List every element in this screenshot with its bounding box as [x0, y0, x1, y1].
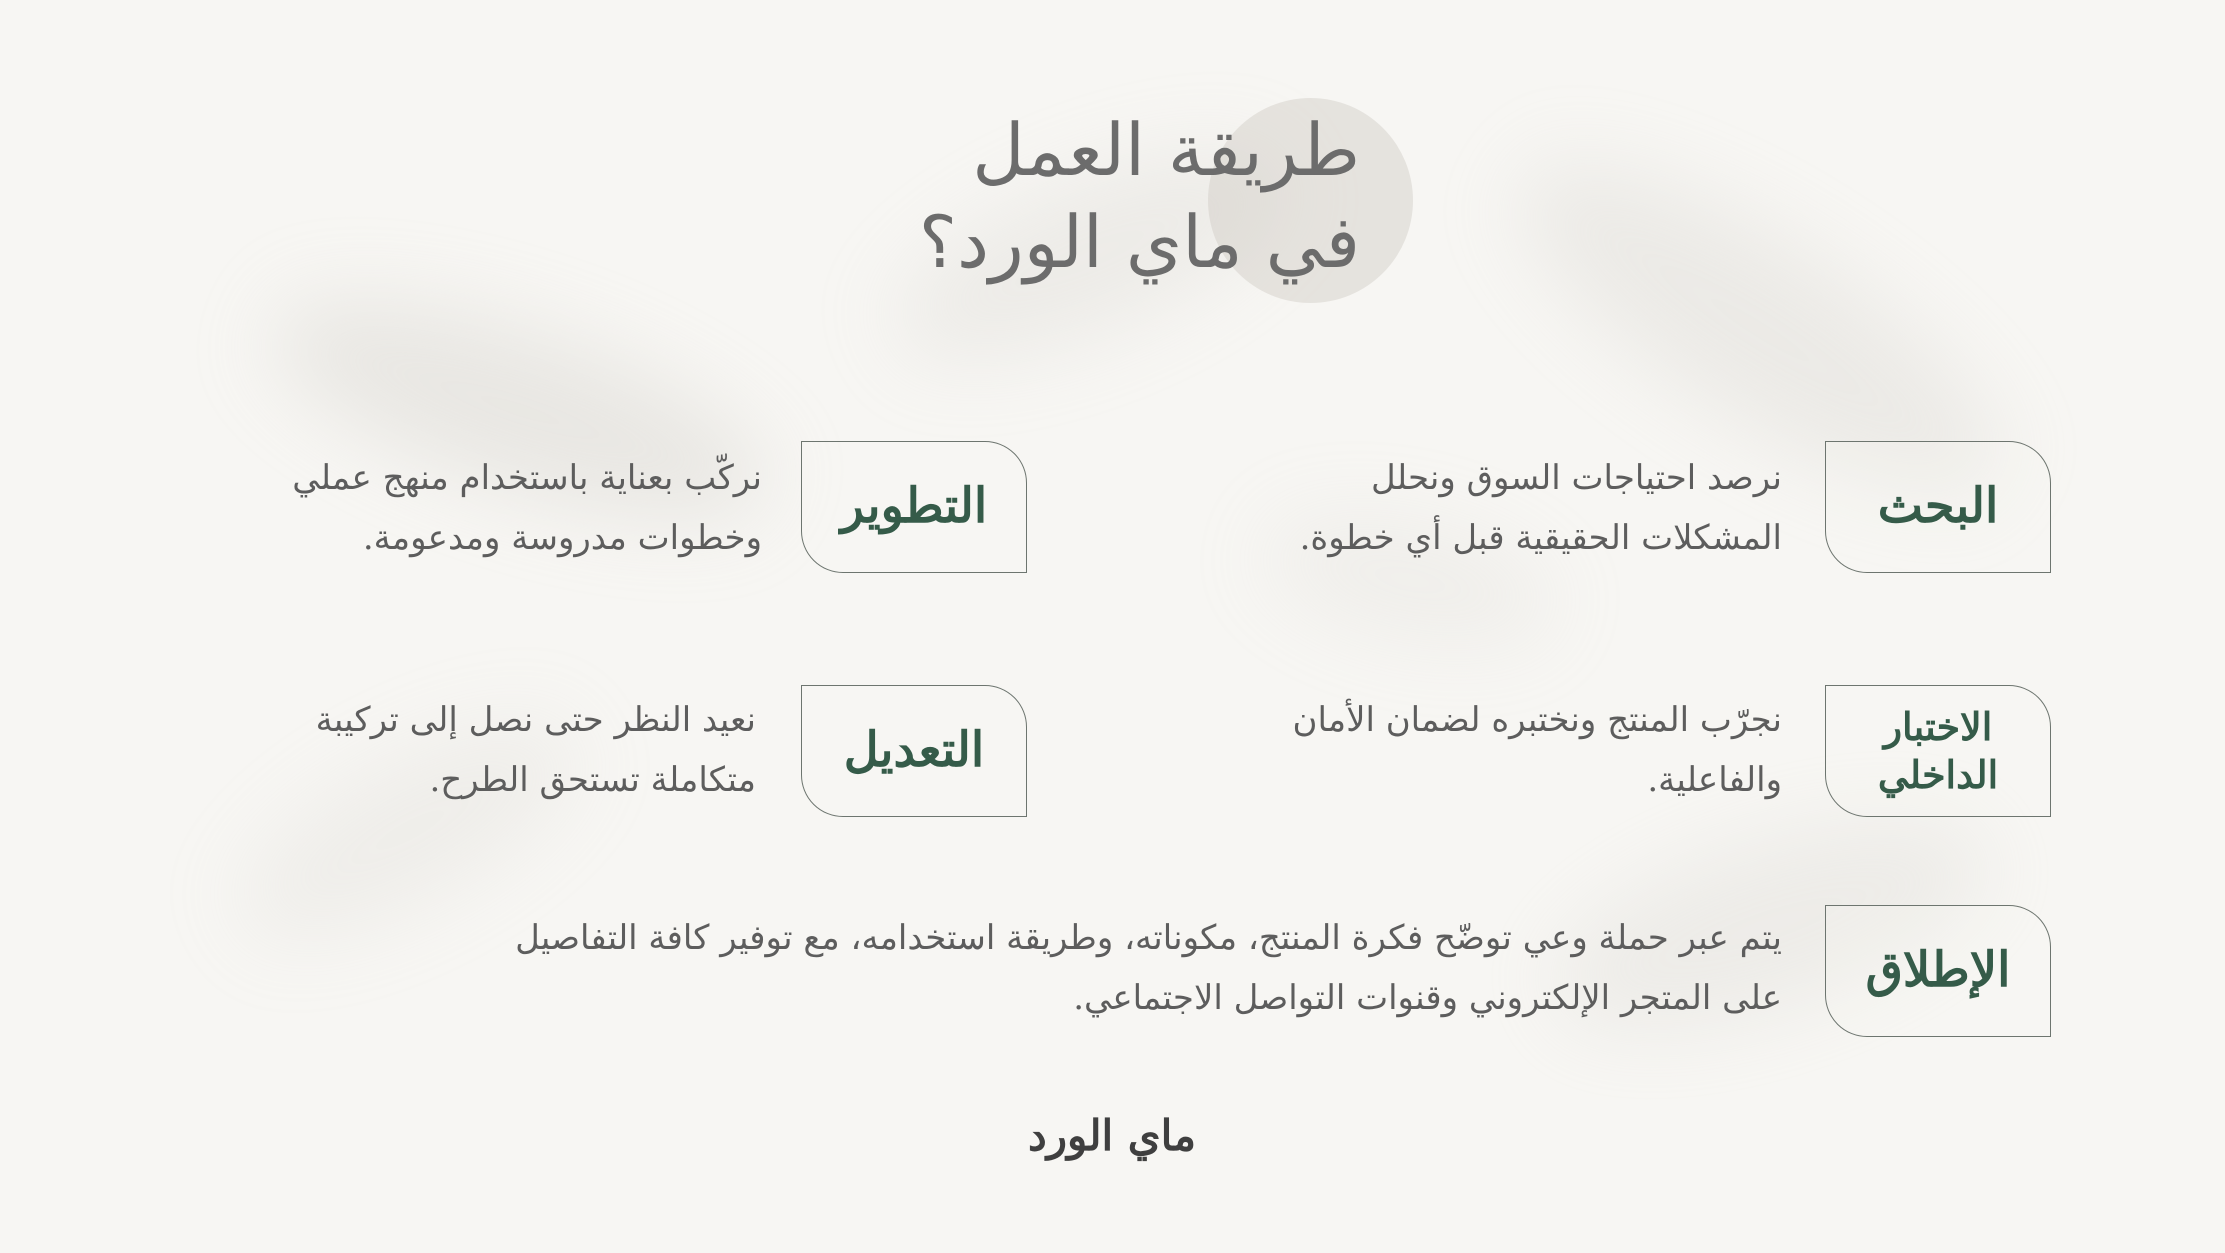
page-title [760, 104, 1360, 288]
step-research-description [1120, 448, 1782, 568]
step-development-description-line-2: وخطوات مدروسة ومدعومة. [362, 518, 762, 558]
step-launch-label: الإطلاق [1865, 942, 2011, 999]
step-internal-testing-label-line-2: الداخلي [1877, 752, 1999, 797]
step-research-description-line-1: نرصد احتياجات السوق ونحلل [1370, 458, 1782, 498]
step-refinement-description [160, 690, 756, 810]
step-launch-description-line-1: يتم عبر حملة وعي توضّح فكرة المنتج، مكوناته، وطريقة استخدامه، مع توفير كافة التفاصيل [515, 918, 1782, 958]
step-internal-testing-label [1878, 703, 1998, 799]
step-launch-box [1825, 905, 2051, 1037]
step-internal-testing-description-line-1: نجرّب المنتج ونختبره لضمان الأمان [1292, 700, 1782, 740]
brand-logo [1022, 1112, 1202, 1160]
step-research-box [1825, 441, 2051, 573]
brand-logo-text: ماي الورد [1028, 1111, 1196, 1160]
step-research-description-line-2: المشكلات الحقيقية قبل أي خطوة. [1299, 518, 1782, 558]
step-refinement-box [801, 685, 1027, 817]
step-research-label: البحث [1877, 478, 1999, 535]
page-title-line-2: في ماي الورد؟ [918, 200, 1360, 284]
step-development-description [160, 448, 762, 568]
step-refinement-description-line-1: نعيد النظر حتى نصل إلى تركيبة [315, 700, 756, 740]
step-development-label: التطوير [840, 478, 988, 535]
page-title-line-1: طريقة العمل [972, 108, 1360, 192]
step-refinement-description-line-2: متكاملة تستحق الطرح. [429, 760, 756, 800]
step-internal-testing-description-line-2: والفاعلية. [1647, 760, 1782, 800]
step-internal-testing-box [1825, 685, 2051, 817]
step-refinement-label: التعديل [843, 722, 985, 779]
step-launch-description [180, 908, 1782, 1028]
step-development-description-line-1: نركّب بعناية باستخدام منهج عملي [292, 458, 762, 498]
step-launch-description-line-2: على المتجر الإلكتروني وقنوات التواصل الاجتماعي. [1073, 978, 1782, 1018]
step-internal-testing-label-line-1: الاختبار [1883, 704, 1993, 749]
step-internal-testing-description [1120, 690, 1782, 810]
step-development-box [801, 441, 1027, 573]
